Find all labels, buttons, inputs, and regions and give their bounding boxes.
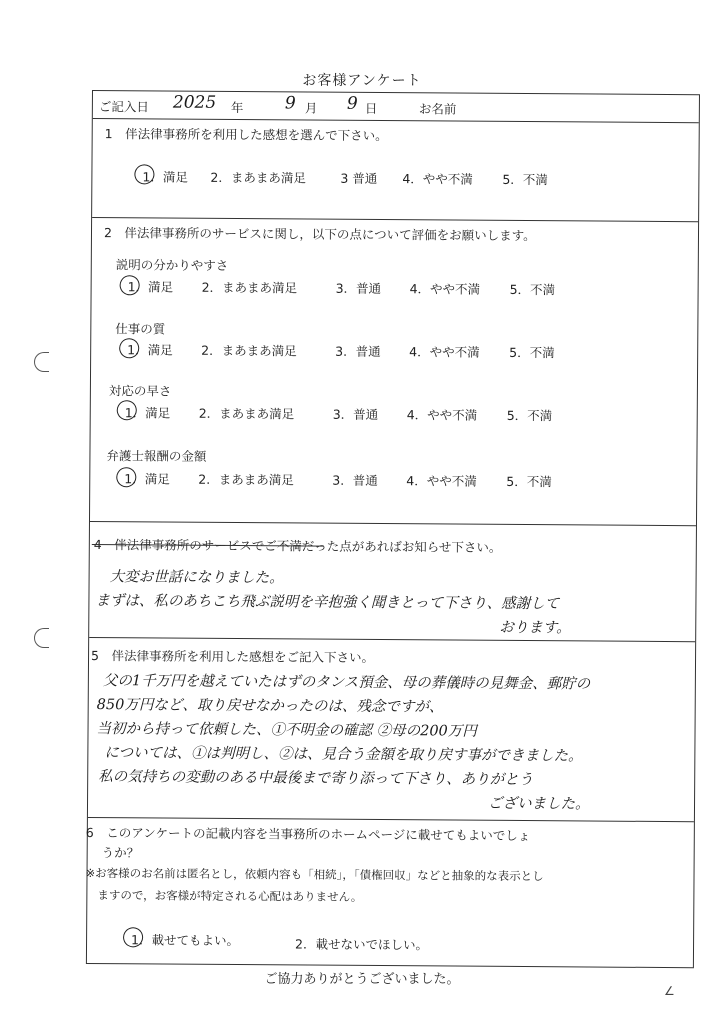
divider — [89, 637, 695, 642]
survey-form — [86, 90, 700, 968]
q5-answer-line: については、①は判明し、②は、見合う金額を取り戻す事ができました。 — [104, 745, 583, 765]
q2-item4-option-3[interactable]: 3．普通 — [332, 472, 378, 489]
q5-answer-line: 私の気持ちの変動のある中最後まで寄り添って下さり、ありがとう — [98, 769, 534, 789]
q1-option-4[interactable]: 4．やや不満 — [402, 171, 473, 187]
month-unit: 月 — [304, 100, 318, 116]
punch-hole — [34, 352, 49, 372]
year-unit: 年 — [230, 99, 244, 116]
punch-hole — [34, 628, 49, 648]
divider — [93, 118, 699, 123]
q2-item1-option-1[interactable]: 1．満足 — [127, 279, 174, 295]
q4-answer-line: おります。 — [499, 619, 571, 637]
q6-option-2[interactable]: 2．載せないでほしい。 — [294, 936, 429, 953]
q2-item-label: 仕事の質 — [115, 321, 166, 337]
check-mark: ∠ — [664, 984, 675, 998]
q5-answer-line: 当初から持って依頼した、①不明金の確認 ②母の200万円 — [96, 721, 477, 740]
page-title: お客様アンケート — [302, 73, 422, 89]
day-value[interactable]: 9 — [346, 93, 358, 114]
q5-question: 5 伴法律事務所を利用した感想をご記入下さい。 — [90, 648, 375, 665]
q5-answer-line: 父の1千万円を越えていたはずのタンス預金、母の葬儀時の見舞金、郵貯の — [102, 673, 591, 693]
q2-item4-option-2[interactable]: 2．まあまあ満足 — [198, 471, 294, 488]
q6-question-cont: うか？ — [101, 845, 140, 861]
q6-option-1[interactable]: 1．載せてもよい。 — [131, 932, 240, 949]
q4-answer-line: まずは、私のあちこち飛ぶ説明を辛抱強く聞きとって下さり、感謝して — [95, 593, 560, 613]
month-value[interactable]: 9 — [284, 93, 296, 114]
name-label: お名前 — [418, 101, 457, 117]
divider — [88, 817, 694, 822]
q2-item1-option-2[interactable]: 2．まあまあ満足 — [201, 279, 298, 296]
q2-item3-option-1[interactable]: 1．満足 — [124, 405, 171, 421]
q6-note: ※お客様のお名前は匿名とし，依頼内容も「相続」，「債権回収」などと抽象的な表示とし — [85, 865, 544, 884]
q2-item3-option-2[interactable]: 2．まあまあ満足 — [198, 405, 295, 422]
day-unit: 日 — [364, 100, 378, 116]
q2-item1-option-4[interactable]: 4．やや不満 — [409, 281, 481, 297]
q2-item2-option-4[interactable]: 4．やや不満 — [409, 344, 480, 360]
q2-item1-option-3[interactable]: 3．普通 — [335, 280, 382, 297]
q2-item-label: 弁護士報酬の金額 — [106, 448, 207, 464]
q1-option-1[interactable]: 1．満足 — [142, 169, 188, 185]
q2-item3-option-5[interactable]: 5．不満 — [506, 407, 553, 424]
date-label: ご記入日 — [98, 99, 149, 115]
q1-option-5[interactable]: 5．不満 — [502, 171, 548, 188]
q5-answer-line: 850万円など、取り戻せなかったのは、残念ですが、 — [96, 697, 444, 716]
q2-item2-option-2[interactable]: 2．まあまあ満足 — [201, 342, 297, 359]
q2-item-label: 説明の分かりやすさ — [115, 257, 229, 273]
thanks-footer: ご協力ありがとうございました。 — [264, 972, 460, 987]
q5-answer-line: ございました。 — [487, 795, 590, 813]
q4-question: 4 伴法律事務所のサービスでご不満だった点があればお知らせ下さい。 — [93, 537, 502, 555]
q2-item1-option-5[interactable]: 5．不満 — [509, 281, 556, 298]
q2-item2-option-5[interactable]: 5．不満 — [509, 344, 555, 361]
q2-item-label: 対応の早さ — [108, 383, 172, 399]
divider — [92, 217, 698, 222]
q2-item2-option-1[interactable]: 1．満足 — [127, 342, 173, 358]
q2-item3-option-3[interactable]: 3．普通 — [332, 406, 379, 423]
q2-question: 2 伴法律事務所のサービスに関し，以下の点について評価をお願いします。 — [103, 225, 536, 244]
q2-item3-option-4[interactable]: 4．やや不満 — [406, 407, 478, 423]
q6-note-cont: ますので，お客様が特定される心配はありません。 — [97, 888, 363, 904]
q2-item4-option-1[interactable]: 1．満足 — [124, 471, 170, 487]
year-value[interactable]: 2025 — [172, 92, 217, 113]
q1-question: 1 伴法律事務所を利用した感想を選んで下さい。 — [104, 126, 388, 144]
q2-item4-option-5[interactable]: 5．不満 — [506, 473, 552, 490]
q1-option-2[interactable]: 2．まあまあ満足 — [210, 169, 306, 186]
q1-option-3[interactable]: 3 普通 — [340, 170, 378, 186]
q6-question: 6 このアンケートの記載内容を当事務所のホームページに載せてもよいでしょ — [85, 824, 531, 844]
q2-item2-option-3[interactable]: 3．普通 — [335, 343, 381, 360]
q4-answer-line: 大変お世話になりました。 — [109, 569, 284, 587]
q2-item4-option-4[interactable]: 4．やや不満 — [406, 473, 477, 489]
divider — [90, 521, 696, 526]
